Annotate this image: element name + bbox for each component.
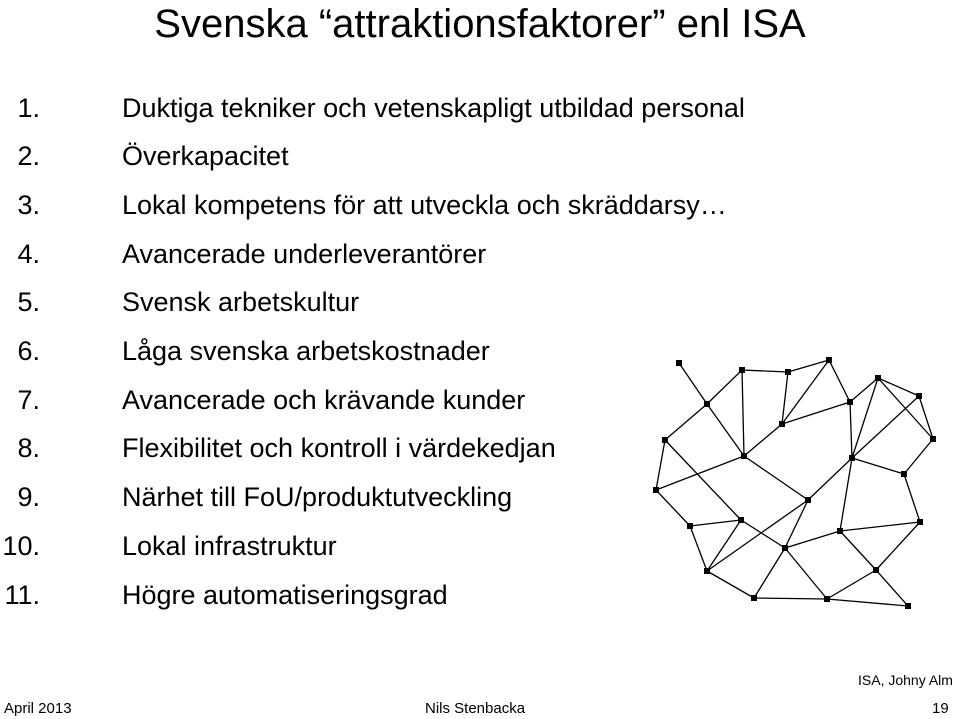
- item-text: Lokal kompetens för att utveckla och skräddarsy…: [122, 190, 727, 220]
- page-number: 19: [932, 700, 949, 717]
- item-number: 6.: [17, 336, 40, 366]
- item-number: 4.: [17, 239, 40, 269]
- item-number: 2.: [17, 141, 40, 171]
- network-diagram-illustration: [636, 350, 938, 632]
- item-text: Överkapacitet: [122, 141, 289, 171]
- item-text: Avancerade och krävande kunder: [122, 385, 526, 415]
- slide-title: Svenska “attraktionsfaktorer” enl ISA: [154, 2, 806, 46]
- footer-author: Nils Stenbacka: [425, 700, 526, 717]
- item-number: 8.: [17, 433, 40, 463]
- item-number: 10.: [2, 531, 40, 561]
- item-number: 11.: [4, 580, 40, 610]
- item-number: 3.: [17, 190, 40, 220]
- item-text: Avancerade underleverantörer: [122, 239, 487, 269]
- item-number: 9.: [17, 482, 40, 512]
- item-text: Närhet till FoU/produktutveckling: [122, 482, 513, 512]
- footer-date: April 2013: [4, 700, 72, 717]
- item-number: 5.: [17, 287, 40, 317]
- item-text: Lokal infrastruktur: [122, 531, 337, 561]
- item-text: Duktiga tekniker och vetenskapligt utbildad personal: [122, 93, 745, 123]
- image-credit: ISA, Johny Alm: [858, 672, 953, 688]
- item-text: Låga svenska arbetskostnader: [122, 336, 490, 366]
- item-number: 1.: [17, 93, 40, 123]
- item-text: Högre automatiseringsgrad: [122, 580, 448, 610]
- item-number: 7.: [17, 385, 40, 415]
- item-text: Flexibilitet och kontroll i värdekedjan: [122, 433, 556, 463]
- item-text: Svensk arbetskultur: [122, 287, 360, 317]
